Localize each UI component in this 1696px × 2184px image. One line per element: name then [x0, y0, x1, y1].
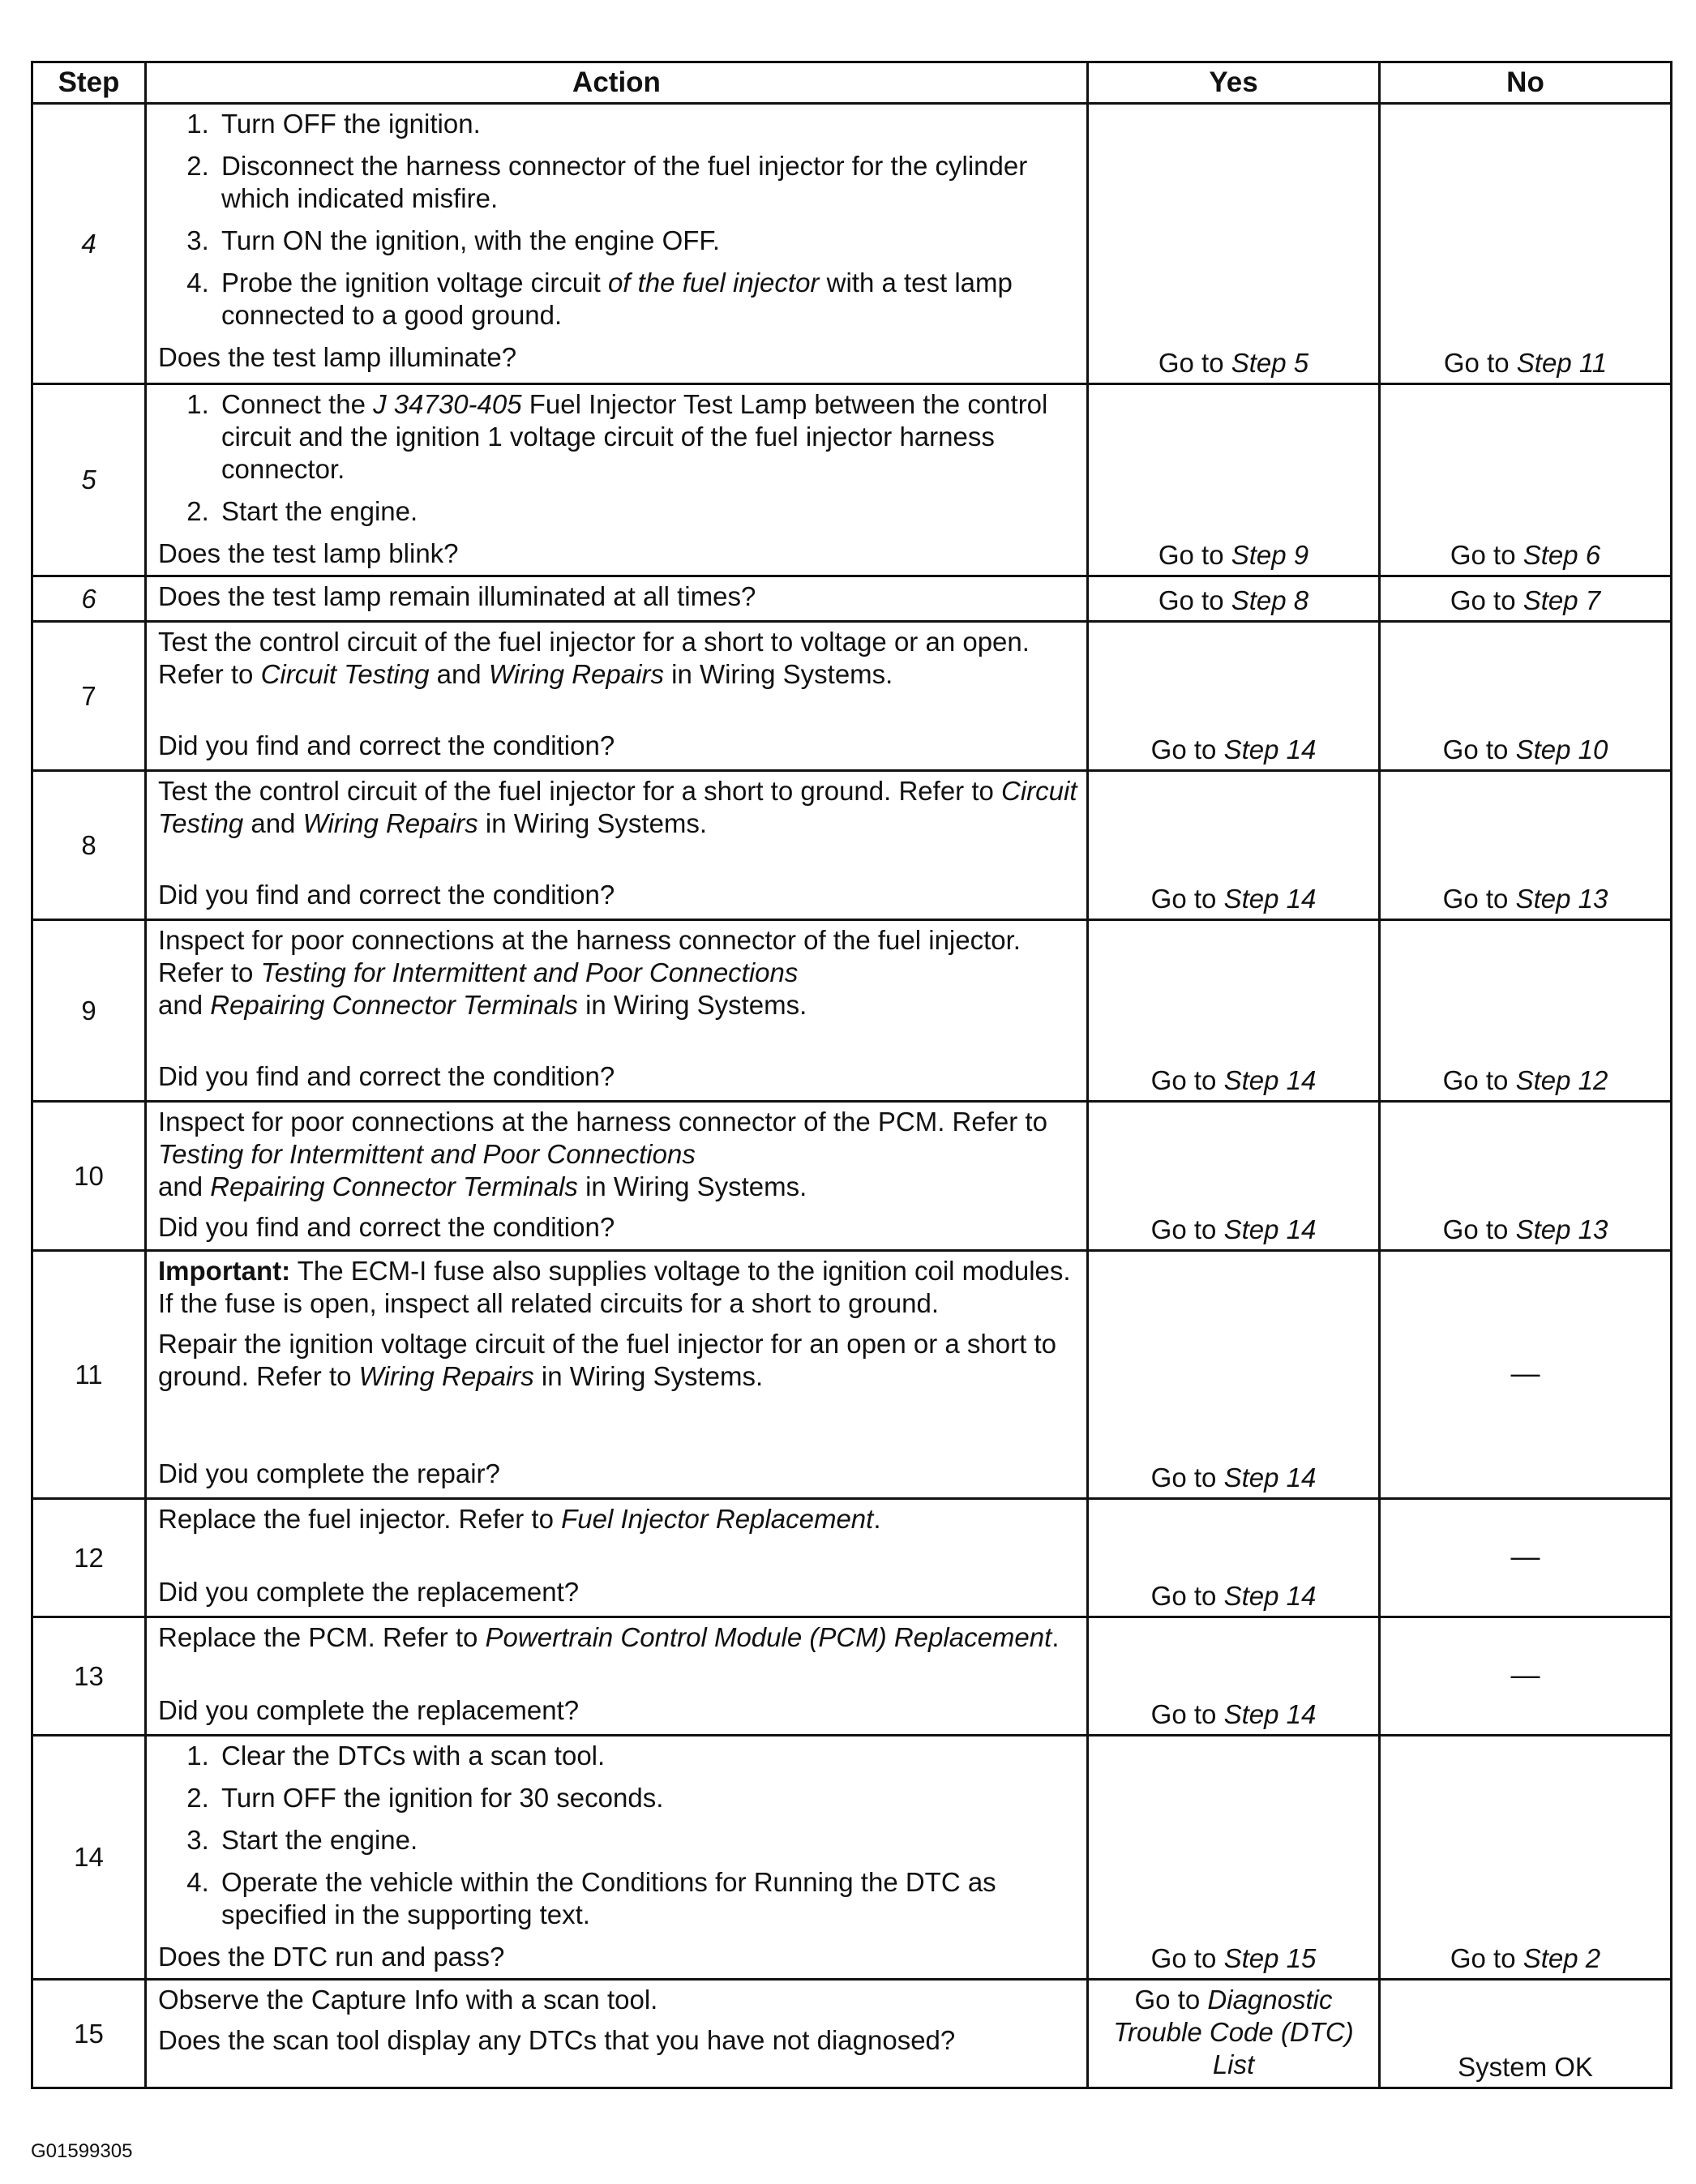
action-body: [158, 626, 1078, 762]
goto-text: Go to: [1150, 1065, 1224, 1095]
action-body: [158, 1255, 1078, 1490]
goto-text: Go to: [1442, 734, 1516, 764]
instruction-block: [158, 1255, 1078, 1401]
step-number: 14: [32, 1736, 146, 1980]
question-text: Did you find and correct the condition?: [158, 730, 615, 760]
doc-reference: Wiring Repairs: [302, 808, 478, 838]
yes-cell: [1088, 771, 1380, 920]
question-text: Does the test lamp remain illuminated at all times?: [158, 581, 756, 611]
question-text: Did you complete the replacement?: [158, 1695, 580, 1725]
table-row: [32, 920, 1672, 1102]
step-reference: Step 14: [1223, 1581, 1317, 1611]
item-emphasis: J 34730-405: [373, 389, 522, 419]
figure-id: G01599305: [31, 2140, 133, 2162]
action-cell: [146, 1251, 1088, 1499]
instruction-text: [158, 1328, 1078, 1393]
no-cell: [1380, 920, 1672, 1102]
goto-text: Go to: [1158, 348, 1231, 378]
goto-text: Go to: [1134, 1984, 1208, 2015]
action-cell: [146, 920, 1088, 1102]
yes-cell: [1088, 1617, 1380, 1736]
goto-text: Go to: [1450, 1943, 1523, 1973]
doc-reference: Wiring Repairs: [358, 1361, 534, 1391]
action-cell: [146, 104, 1088, 384]
instruction-text: [158, 775, 1078, 840]
list-item: 1. Clear the DTCs with a scan tool.: [216, 1740, 1078, 1772]
list-item: 2. Turn OFF the ignition for 30 seconds.: [216, 1782, 1078, 1814]
step-reference: Step 10: [1515, 734, 1608, 764]
question-text: Did you complete the repair?: [158, 1458, 500, 1488]
step-reference: Step 14: [1223, 1214, 1317, 1244]
goto-text: Go to: [1442, 1065, 1516, 1095]
list-item: 2. Start the engine.: [216, 495, 1078, 528]
doc-reference: Repairing Connector Terminals: [210, 990, 578, 1020]
step-number: 6: [32, 576, 146, 622]
doc-reference: Fuel Injector Replacement: [561, 1504, 874, 1534]
no-cell: [1380, 622, 1672, 771]
goto-text: Go to: [1150, 1581, 1224, 1611]
no-cell: —: [1380, 1617, 1672, 1736]
goto-text: Go to: [1150, 884, 1224, 914]
text: in Wiring Systems.: [577, 990, 807, 1020]
text: and: [429, 659, 489, 689]
no-cell: [1380, 1102, 1672, 1251]
doc-reference: Circuit Testing: [158, 776, 1077, 838]
yes-cell: [1088, 1736, 1380, 1980]
important-note: [158, 1255, 1078, 1320]
instruction-text: [158, 1106, 1078, 1203]
action-list: [158, 1740, 1078, 1931]
instruction-text: [158, 1503, 1078, 1535]
table-row: [32, 104, 1672, 384]
text: Replace the PCM. Refer to: [158, 1622, 486, 1652]
goto-text: Go to: [1442, 1214, 1516, 1244]
step-reference: Diagnostic Trouble Code (DTC) List: [1113, 1984, 1354, 2079]
step-reference: Step 13: [1515, 884, 1608, 914]
action-cell: [146, 1499, 1088, 1617]
step-reference: Step 14: [1223, 1065, 1317, 1095]
list-item: 1. Turn OFF the ignition.: [216, 108, 1078, 140]
goto-text: Go to: [1450, 540, 1523, 570]
doc-reference: Testing for Intermittent and Poor Connections: [158, 1139, 696, 1169]
text: Test the control circuit of the fuel injector for a short to voltage or an open. Refer to: [158, 627, 1030, 689]
goto-text: Go to: [1443, 348, 1517, 378]
text: in Wiring Systems.: [478, 808, 708, 838]
question-text: Does the DTC run and pass?: [158, 1942, 505, 1972]
step-reference: Step 11: [1516, 348, 1608, 378]
goto-text: Go to: [1150, 734, 1224, 764]
question-text: Did you find and correct the condition?: [158, 1212, 615, 1242]
no-cell: [1380, 104, 1672, 384]
question-text: Did you find and correct the condition?: [158, 880, 615, 910]
item-text: with a test lamp connected to a good ground.: [221, 268, 1013, 330]
step-reference: Step 13: [1515, 1214, 1608, 1244]
yes-cell: [1088, 920, 1380, 1102]
yes-cell: [1088, 1102, 1380, 1251]
table-row: [32, 1251, 1672, 1499]
yes-cell: [1088, 384, 1380, 576]
doc-reference: Repairing Connector Terminals: [210, 1171, 578, 1201]
no-cell: —: [1380, 1251, 1672, 1499]
diagnostic-procedure: [31, 61, 1670, 2089]
table-row: [32, 1980, 1672, 2088]
action-body: [158, 1106, 1078, 1244]
step-reference: Step 9: [1231, 540, 1309, 570]
step-number: 11: [32, 1251, 146, 1499]
step-number: 4: [32, 104, 146, 384]
step-reference: Step 2: [1523, 1943, 1601, 1973]
action-cell: [146, 1617, 1088, 1736]
text: Replace the fuel injector. Refer to: [158, 1504, 562, 1534]
action-list: [158, 108, 1078, 332]
step-reference: Step 6: [1523, 540, 1601, 570]
table-row: [32, 622, 1672, 771]
table-row: [32, 1102, 1672, 1251]
table-row: [32, 384, 1672, 576]
header-action: Action: [146, 62, 1088, 104]
step-reference: Step 14: [1223, 884, 1317, 914]
action-body: [158, 775, 1078, 911]
header-yes: Yes: [1088, 62, 1380, 104]
no-cell: [1380, 576, 1672, 622]
step-reference: Step 5: [1231, 348, 1309, 378]
table-header-row: [32, 62, 1672, 104]
action-body: [158, 1621, 1078, 1727]
text: Test the control circuit of the fuel injector for a short to ground. Refer to: [158, 776, 1002, 806]
step-number: 15: [32, 1980, 146, 2088]
no-cell: —: [1380, 1499, 1672, 1617]
no-cell: System OK: [1380, 1980, 1672, 2088]
goto-text: Go to: [1150, 1699, 1224, 1729]
table-row: [32, 1499, 1672, 1617]
text: Inspect for poor connections at the harness connector of the PCM. Refer to: [158, 1107, 1047, 1137]
table-row: [32, 771, 1672, 920]
question-text: Does the test lamp illuminate?: [158, 342, 517, 372]
header-no: No: [1380, 62, 1672, 104]
action-cell: [146, 576, 1088, 622]
diagnostic-table: [31, 61, 1672, 2089]
text: and: [158, 1171, 211, 1201]
action-cell: [146, 771, 1088, 920]
step-reference: Step 7: [1523, 585, 1601, 615]
action-cell: [146, 1102, 1088, 1251]
question-text: Does the scan tool display any DTCs that you have not diagnosed?: [158, 2025, 956, 2055]
instruction-text: Observe the Capture Info with a scan tool.: [158, 1985, 658, 2015]
goto-text: Go to: [1158, 540, 1231, 570]
list-item: 3. Turn ON the ignition, with the engine OFF.: [216, 225, 1078, 257]
instruction-text: [158, 626, 1078, 691]
yes-cell: [1088, 1980, 1380, 2088]
text: .: [873, 1504, 881, 1534]
step-reference: Step 8: [1231, 585, 1309, 615]
text: Repair the ignition voltage circuit of the fuel injector for an open or a short to ground. Refer to: [158, 1329, 1056, 1391]
text: in Wiring Systems.: [577, 1171, 807, 1201]
goto-text: Go to: [1150, 1943, 1224, 1973]
action-cell: [146, 384, 1088, 576]
item-emphasis: of the fuel injector: [607, 268, 820, 298]
instruction-text: [158, 924, 1078, 1021]
step-number: 13: [32, 1617, 146, 1736]
step-reference: Step 14: [1223, 734, 1317, 764]
step-number: 9: [32, 920, 146, 1102]
question-text: Did you find and correct the condition?: [158, 1061, 615, 1091]
text: Inspect for poor connections at the harness connector of the fuel injector. Refer to: [158, 925, 1021, 987]
header-step: Step: [32, 62, 146, 104]
text: and: [158, 990, 211, 1020]
action-body: [158, 1503, 1078, 1608]
step-reference: Step 14: [1223, 1462, 1317, 1492]
text: in Wiring Systems.: [533, 1361, 764, 1391]
item-text: Fuel Injector Test Lamp between the control circuit and the ignition 1 voltage circuit of the fuel injector harness connector.: [221, 389, 1048, 484]
step-number: 7: [32, 622, 146, 771]
list-item: [216, 388, 1078, 486]
list-item: [216, 267, 1078, 332]
item-text: Connect the: [221, 389, 374, 419]
doc-reference: Wiring Repairs: [488, 659, 664, 689]
action-body: [158, 924, 1078, 1093]
action-cell: [146, 1980, 1088, 2088]
text: and: [243, 808, 303, 838]
doc-reference: Powertrain Control Module (PCM) Replacement: [485, 1622, 1052, 1652]
yes-cell: [1088, 622, 1380, 771]
goto-text: Go to: [1150, 1462, 1224, 1492]
action-cell: [146, 1736, 1088, 1980]
item-text: Probe the ignition voltage circuit: [221, 268, 608, 298]
list-item: 2. Disconnect the harness connector of the fuel injector for the cylinder which indicated misfire.: [216, 150, 1078, 215]
instruction-text: [158, 1621, 1078, 1654]
step-number: 5: [32, 384, 146, 576]
text: in Wiring Systems.: [663, 659, 893, 689]
table-row: [32, 576, 1672, 622]
no-cell: [1380, 1736, 1672, 1980]
list-item: 3. Start the engine.: [216, 1824, 1078, 1856]
list-item: 4. Operate the vehicle within the Conditions for Running the DTC as specified in the supporting text.: [216, 1866, 1078, 1931]
no-cell: [1380, 384, 1672, 576]
action-list: [158, 388, 1078, 528]
question-text: Does the test lamp blink?: [158, 538, 459, 568]
action-cell: [146, 622, 1088, 771]
step-number: 12: [32, 1499, 146, 1617]
yes-cell: [1088, 1499, 1380, 1617]
step-reference: Step 12: [1515, 1065, 1608, 1095]
no-cell: [1380, 771, 1672, 920]
step-number: 10: [32, 1102, 146, 1251]
table-row: [32, 1736, 1672, 1980]
table-row: [32, 1617, 1672, 1736]
goto-text: Go to: [1158, 585, 1231, 615]
important-label: Important:: [158, 1256, 291, 1286]
yes-cell: [1088, 1251, 1380, 1499]
goto-text: Go to: [1442, 884, 1516, 914]
step-reference: Step 14: [1223, 1699, 1317, 1729]
doc-reference: Circuit Testing: [260, 659, 430, 689]
text: .: [1051, 1622, 1060, 1652]
doc-reference: Testing for Intermittent and Poor Connections: [260, 957, 799, 987]
step-number: 8: [32, 771, 146, 920]
goto-text: Go to: [1150, 1214, 1224, 1244]
goto-text: Go to: [1450, 585, 1523, 615]
yes-cell: [1088, 104, 1380, 384]
step-reference: Step 15: [1223, 1943, 1317, 1973]
question-text: Did you complete the replacement?: [158, 1577, 580, 1607]
text: The ECM-I fuse also supplies voltage to the ignition coil modules. If the fuse is open, inspect all related circuits for a short to ground.: [158, 1256, 1071, 1318]
yes-cell: [1088, 576, 1380, 622]
